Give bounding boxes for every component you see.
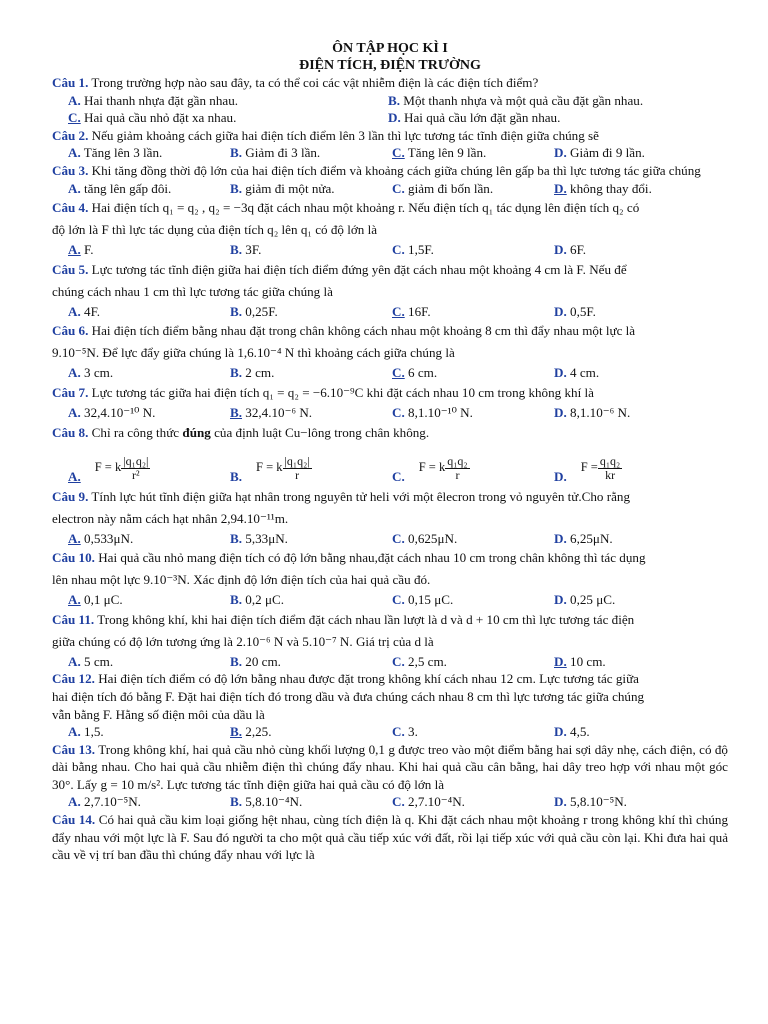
answer-row [52,448,728,486]
question-label: Câu 14. [52,812,96,828]
option-text: 8,1.10⁻¹⁰ N. [408,404,473,420]
question-2 [52,127,728,145]
question-text: Hai điện tích điểm có độ lớn bằng nhau được đặt trong không khí cách nhau [94,671,501,687]
numerator: q₁q₂ [447,453,468,468]
numerator: |q₁q₂| [284,453,310,468]
option-c[interactable] [392,404,554,422]
question-label: Câu 2. [52,127,89,143]
answer-row [52,241,728,259]
formula [419,455,470,482]
option-letter: A. [68,592,81,608]
question-text: electron này nằm cách hạt nhân [52,510,221,526]
option-letter: C. [392,303,405,319]
question-1 [52,74,728,92]
option-letter: A. [68,724,81,740]
question-label: Câu 8. [52,424,89,440]
answer-row [52,109,728,127]
denominator: r [295,467,300,482]
question-text: Để lực đẩy giữa chúng là [99,345,238,361]
question-4-cont [52,219,728,241]
question-11 [52,609,728,631]
question-14 [52,811,728,864]
option-letter: D. [554,180,567,196]
option-text: 4 cm. [570,365,600,381]
option-text: Tăng lên 9 lần. [407,145,487,161]
option-text: 2,25. [245,724,272,740]
option-letter: A. [68,242,81,258]
option-text: 10 cm. [570,653,606,669]
title-line-2: ĐIỆN TÍCH, ĐIỆN TRƯỜNG [299,58,481,73]
option-b[interactable] [230,591,392,609]
option-b[interactable] [230,793,392,811]
option-text: 2,7.10⁻⁴N. [408,794,465,810]
question-5 [52,259,728,281]
answer-row [52,793,728,811]
math-expr: 1 cm [143,283,170,299]
option-d[interactable] [554,303,716,321]
option-letter: D. [388,110,401,126]
math-expr: 4 cm [534,261,561,277]
option-letter: C. [392,592,405,608]
option-a[interactable] [68,653,230,671]
numerator: q₁q₂ [599,453,621,468]
option-letter: D. [554,365,567,381]
option-a[interactable] [68,364,230,382]
option-letter: D. [554,530,567,546]
option-a[interactable] [68,455,230,486]
question-text: Lực tương tác giữa [535,671,639,687]
question-text: là [560,261,577,277]
option-letter: C. [392,530,405,546]
option-letter: A. [68,530,81,546]
question-9-cont [52,508,728,530]
option-letter: A. [68,365,81,381]
option-text: không thay đổi. [570,180,652,196]
question-text: thì lực tương tác giữa chúng [492,688,645,704]
formula-prefix: F = k [94,460,122,475]
option-letter: A. [68,653,81,669]
option-a[interactable] [68,591,230,609]
math-expr: 9.10⁻⁵N. [52,345,100,361]
question-text: thì lực tác dụng của điện tích [108,222,268,238]
option-b[interactable] [230,364,392,382]
option-d[interactable] [554,364,716,382]
option-text: 5,33μN. [245,530,288,546]
option-c[interactable] [392,144,554,162]
question-text: Trong không khí, hai quả cầu nhỏ cùng khối lượng 0,1 g được treo vào một điểm bằng hai sợi dây nhẹ, cách điện, có độ dài bằng nhau. Cho hai quả cầu nhiễm điện thì chúng đẩy nhau. Khi hai quả cầu cân bằng, hai dây treo hợp với nhau một góc 30°. Lấy g = 10 m/s². Lực tương tác tĩnh điện giữa hai quả cầu có độ lớn là [52,741,728,792]
option-c[interactable] [392,591,554,609]
math-expr: 2,94.10⁻¹¹m. [220,510,289,526]
denominator: r [455,467,460,482]
option-letter: C. [392,242,405,258]
option-a[interactable] [68,180,230,198]
math-expr: q₁ = q₂ = −6.10⁻⁹C [262,384,364,400]
option-letter: C. [392,145,405,161]
denominator: kr [605,467,616,482]
question-text: lên nhau một lực [52,572,144,588]
question-8 [52,422,728,444]
option-text: 2,5 cm. [408,653,447,669]
option-letter: A. [68,468,81,484]
math-expr: 10 cm [461,384,495,400]
question-text: tác dụng lên điện tích [493,200,613,216]
option-b[interactable] [230,404,392,422]
option-text: 3. [408,724,418,740]
question-5-cont [52,281,728,303]
option-c[interactable] [392,530,554,548]
option-letter: B. [230,242,243,258]
option-letter: C. [392,653,405,669]
fraction [121,455,150,482]
option-a[interactable] [68,144,230,162]
option-text: 0,2 μC. [245,592,284,608]
numerator: |q₁q₂| [123,453,149,468]
option-letter: A. [68,145,81,161]
option-letter: C. [392,404,405,420]
question-text: trong không khí là [494,384,594,400]
question-7 [52,382,728,404]
question-4 [52,197,728,219]
answer-row [52,180,728,198]
option-text: 16F. [408,303,431,319]
option-text: 5 cm. [84,653,114,669]
formula [95,455,151,482]
option-d[interactable] [554,144,716,162]
math-expr: F [101,222,109,238]
question-text: thì lực tương tác điện [518,611,635,627]
question-text: lên [278,222,301,238]
option-letter: D. [554,592,567,608]
option-letter: C. [68,110,81,126]
math-expr: 8 cm [467,688,493,704]
answer-row [52,404,728,422]
option-text: 3F. [245,242,262,258]
option-text: 0,1 μC. [84,592,123,608]
option-text: 4,5. [570,724,590,740]
question-text: khi đặt cách nhau [363,384,462,400]
question-3 [52,162,728,180]
option-text: 32,4.10⁻¹⁰ N. [84,404,156,420]
option-a[interactable] [68,241,230,259]
question-label: Câu 1. [52,75,89,90]
question-text: thì khoảng cách giữa chúng là [294,345,455,361]
formula [581,455,623,482]
option-letter: C. [392,365,405,381]
question-text: Có hai quả cầu kim loại giống hệt nhau, cùng tích điện là q. Khi đặt cách nhau một khoảng r trong không khí thì chúng đẩy nhau với một lực là F. Sau đó người ta cho một quả cầu tiếp xúc với đất, rồi lại tiếp xúc với quả cầu còn lại. Khi đưa hai quả cầu về vị trí ban đầu thì chúng đẩy nhau với lực là [52,812,728,863]
option-text: tăng lên gấp đôi. [84,180,172,196]
option-text: 0,25F. [245,303,278,319]
option-letter: B. [230,530,243,546]
option-letter: B. [230,303,243,319]
option-text: giảm đi bốn lần. [408,180,494,196]
option-text: F. [84,242,94,258]
question-text: Trong trường hợp nào sau đây, ta có thể coi các vật nhiễm điện là các điện tích điểm? [88,75,539,90]
emphasis-text: đúng [182,424,211,440]
option-text: Giảm đi 3 lần. [245,145,321,161]
question-9 [52,486,728,508]
option-c[interactable] [392,364,554,382]
answer-row [52,92,728,110]
question-11-cont [52,631,728,653]
option-letter: B. [230,592,243,608]
option-letter: D. [554,145,567,161]
fraction [598,455,622,482]
question-12 [52,670,728,688]
question-text: Lực tương tác tĩnh điện giữa hai điện tích điểm đứng yên đặt cách nhau một khoảng [88,261,535,277]
option-b[interactable] [230,455,392,486]
option-d[interactable] [388,109,708,127]
option-b[interactable] [230,241,392,259]
question-label: Câu 6. [52,323,89,339]
question-6 [52,320,728,342]
option-text: Một thanh nhựa và một quả cầu đặt gần nhau. [403,92,644,108]
question-text: Trong không khí, khi hai điện tích điểm đặt cách nhau lần lượt là d và [94,611,467,627]
option-text: 1,5. [84,724,104,740]
question-10-cont [52,569,728,591]
option-d[interactable] [554,653,716,671]
question-label: Câu 7. [52,384,89,400]
option-c[interactable] [392,241,554,259]
option-c[interactable] [68,109,388,127]
math-expr: 9.10⁻³N. [143,572,190,588]
question-text: của định luật Cu−lông trong chân không. [210,424,430,440]
fraction [283,455,312,482]
option-text: 20 cm. [245,653,281,669]
option-letter: C. [392,180,405,196]
option-text: giảm đi một nửa. [245,180,335,196]
formula-prefix: F = k [256,460,283,475]
question-text: Hai điện tích [88,200,163,216]
option-letter: C. [392,468,405,484]
math-expr: F. [576,261,586,277]
question-label: Câu 3. [52,162,89,178]
option-a[interactable] [68,404,230,422]
option-b[interactable] [388,92,708,110]
question-text: Nếu điện tích [405,200,483,216]
question-text: Giá trị của d là [352,633,434,649]
option-letter: A. [68,180,81,196]
option-d[interactable] [554,180,716,198]
question-text: Lực tương tác giữa hai điện tích [88,384,263,400]
option-letter: D. [554,724,567,740]
option-letter: A. [68,303,81,319]
option-text: 0,25 μC. [570,592,616,608]
question-text: Nếu để [585,261,627,277]
option-text: Hai quả cầu nhỏ đặt xa nhau. [84,110,237,126]
question-6-cont [52,342,728,364]
question-label: Câu 10. [52,550,95,566]
option-text: 2 cm. [245,365,275,381]
question-13 [52,741,728,794]
question-text: chúng cách nhau [52,283,144,299]
option-b[interactable] [230,303,392,321]
question-text: độ lớn là [52,222,102,238]
option-text: Hai thanh nhựa đặt gần nhau. [84,92,239,108]
option-b[interactable] [230,180,392,198]
option-letter: C. [392,794,405,810]
option-letter: D. [554,303,567,319]
option-letter: B. [230,365,243,381]
answer-row [52,723,728,741]
math-expr: q₁ = q₂ , q₂ = −3q [162,200,255,216]
question-text: Hai quả cầu nhỏ mang điện tích có độ lớn bằng nhau,đặt cách nhau [94,550,454,566]
formula-prefix: F = k [418,460,446,475]
question-text: Hai điện tích điểm bằng nhau đặt trong chân không cách nhau một khoảng [88,323,486,339]
math-expr: 5.10⁻⁷ N. [302,633,353,649]
option-a[interactable] [68,793,230,811]
question-label: Câu 5. [52,261,89,277]
title-line-1: ÔN TẬP HỌC KÌ I [332,41,448,56]
option-a[interactable] [68,723,230,741]
option-letter: D. [554,653,567,669]
answer-row [52,364,728,382]
formula-prefix: F = [580,460,598,475]
option-letter: B. [230,468,243,484]
question-text: và [283,633,303,649]
question-text: trong chân không thì tác dụng [485,550,646,566]
question-text: vẫn bằng F. Hằng số điện môi của dầu là [52,706,265,722]
option-text: Giảm đi 9 lần. [570,145,645,161]
option-letter: B. [230,404,243,420]
math-expr: r. [398,200,405,216]
math-expr: q₂ [612,200,624,216]
answer-row [52,144,728,162]
math-expr: 12 cm. [500,671,536,687]
option-b[interactable] [230,653,392,671]
question-text: Xác định độ lớn điện tích của hai quả cầu đó. [189,572,431,588]
option-d[interactable] [554,455,716,486]
math-expr: 1,6.10⁻⁴ N [237,345,295,361]
option-d[interactable] [554,404,716,422]
question-label: Câu 12. [52,671,95,687]
option-b[interactable] [230,144,392,162]
option-d[interactable] [554,793,716,811]
option-text: 0,533μN. [84,530,134,546]
option-text: 6F. [570,242,587,258]
question-text: thì lực tương tác giữa chúng là [169,283,333,299]
math-expr: 8 cm [485,323,511,339]
option-c[interactable] [392,180,554,198]
option-c[interactable] [392,653,554,671]
option-letter: D. [554,468,567,484]
option-text: 5,8.10⁻⁴N. [245,794,303,810]
option-letter: B. [230,145,243,161]
formula [256,455,312,482]
option-d[interactable] [554,591,716,609]
option-text: 4F. [84,303,101,319]
option-letter: A. [68,92,81,108]
option-letter: D. [554,242,567,258]
question-12-cont [52,688,728,706]
option-c[interactable] [392,303,554,321]
option-text: 2,7.10⁻⁵N. [84,794,141,810]
option-text: Tăng lên 3 lần. [83,145,163,161]
option-c[interactable] [392,723,554,741]
question-text: Khi tăng đồng thời độ lớn của hai điện tích điểm và khoảng cách giữa chúng lên gấp ba thì lực tương tác giữa chúng [88,162,701,178]
question-text: giữa chúng có độ lớn tương ứng là [52,633,237,649]
option-d[interactable] [554,723,716,741]
option-letter: B. [230,180,243,196]
option-text: 6,25μN. [570,530,613,546]
option-letter: B. [388,92,401,108]
option-c[interactable] [392,455,554,486]
option-text: 0,625μN. [408,530,458,546]
question-label: Câu 4. [52,200,89,216]
option-c[interactable] [392,793,554,811]
answer-row [52,591,728,609]
question-label: Câu 9. [52,488,89,504]
option-text: 8,1.10⁻⁶ N. [570,404,631,420]
fraction [445,455,469,482]
option-text: 6 cm. [408,365,438,381]
option-letter: B. [230,794,243,810]
question-text: thì đẩy nhau một lực là [510,323,636,339]
answer-row [52,530,728,548]
option-letter: D. [554,794,567,810]
option-text: 5,8.10⁻⁵N. [570,794,627,810]
question-text: đặt cách nhau một khoảng [254,200,399,216]
denominator: r² [132,467,140,482]
math-expr: 10 cm [453,550,486,566]
option-d[interactable] [554,530,716,548]
option-text: 0,5F. [570,303,596,319]
option-text: 32,4.10⁻⁶ N. [245,404,313,420]
option-d[interactable] [554,241,716,259]
math-expr: q₁ [482,200,494,216]
question-label: Câu 13. [52,741,96,757]
option-text: 0,15 μC. [408,592,454,608]
math-expr: d + 10 cm [466,611,519,627]
option-a[interactable] [68,92,388,110]
question-text: Nếu giảm khoảng cách giữa hai điện tích điểm lên 3 lần thì lực tương tác tĩnh điện giữa chúng sẽ [88,127,599,143]
option-letter: D. [554,404,567,420]
option-a[interactable] [68,530,230,548]
option-text: 3 cm. [84,365,114,381]
option-letter: A. [68,404,81,420]
option-letter: B. [230,653,243,669]
option-letter: A. [68,794,81,810]
answer-row [52,303,728,321]
question-12-cont [52,706,728,724]
question-10 [52,547,728,569]
option-b[interactable] [230,723,392,741]
option-letter: C. [392,724,405,740]
option-text: Hai quả cầu lớn đặt gần nhau. [404,110,561,126]
option-text: 1,5F. [408,242,434,258]
math-expr: 2.10⁻⁶ N [236,633,284,649]
option-letter: B. [230,724,243,740]
option-a[interactable] [68,303,230,321]
question-text: có [623,200,640,216]
question-text: Tính lực hút tĩnh điện giữa hạt nhân trong nguyên tử heli với một êlecron trong vỏ nguyên tử.Cho rằng [88,488,631,504]
question-text: hai điện tích đó bằng F. Đặt hai điện tích đó trong dầu và đưa chúng cách nhau [52,688,468,704]
option-b[interactable] [230,530,392,548]
question-text: Chỉ ra công thức [88,424,183,440]
math-expr: q₂ [267,222,279,238]
question-label: Câu 11. [52,611,95,627]
math-expr: q₁ [300,222,312,238]
answer-row [52,653,728,671]
question-text: có độ lớn là [311,222,378,238]
